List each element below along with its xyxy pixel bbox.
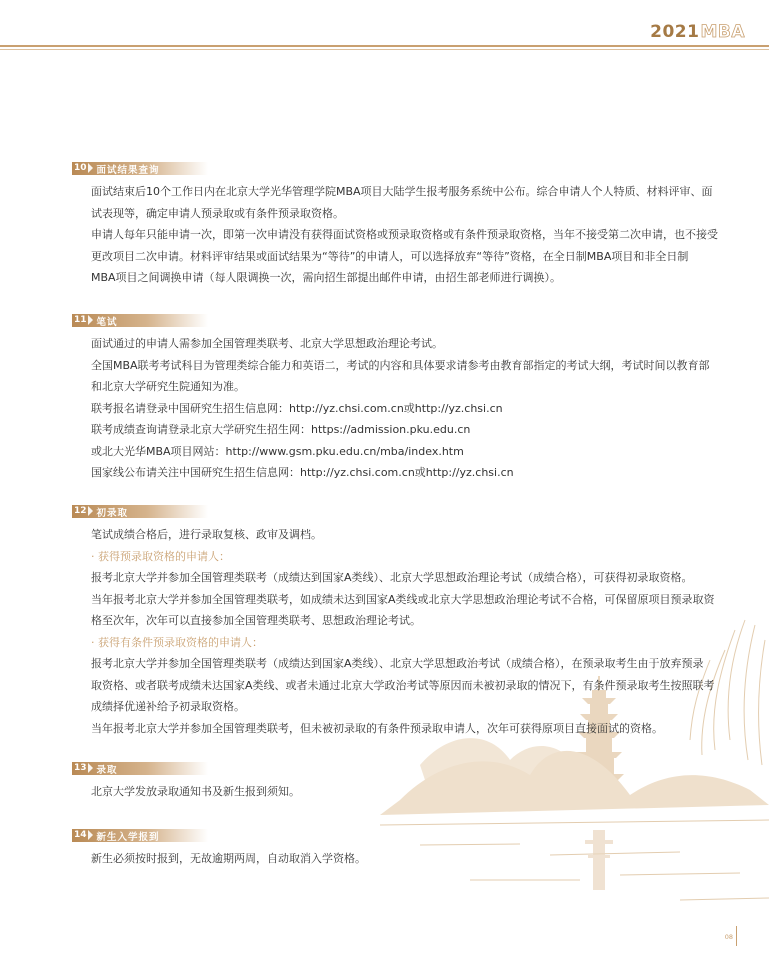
section-tag <box>72 505 208 518</box>
paragraph-line: 笔试成绩合格后，进行录取复核、政审及调档。 <box>91 528 322 541</box>
paragraph-line: 报考北京大学并参加全国管理类联考（成绩达到国家A类线）、北京大学思想政治理论考试（成绩合格），可获得初录取资格。 <box>91 571 693 584</box>
paragraph-line: 和北京大学研究生院通知为准。 <box>91 380 245 393</box>
paragraph-line: MBA项目之间调换申请（每人限调换一次，需向招生部提出邮件申请，由招生部老师进行调换）。 <box>91 271 562 284</box>
section-tag <box>72 162 208 175</box>
paragraph-line: 申请人每年只能申请一次，即第一次申请没有获得面试资格或预录取资格或有条件预录取资格，当年不接受第二次申请，也不接受 <box>91 228 718 241</box>
section-interview-results <box>72 162 752 289</box>
page-number-rule <box>736 926 737 946</box>
section-body <box>91 181 752 289</box>
paragraph-line: 格至次年，次年可以直接参加全国管理类联考、思想政治理论考试。 <box>91 614 421 627</box>
header-rule-bottom <box>0 49 769 50</box>
subheading-pre-admission: · 获得预录取资格的申请人： <box>91 549 230 563</box>
paragraph-line: 更改项目二次申请。材料评审结果或面试结果为“等待”的申请人，可以选择放弃“等待”资格，在全日制MBA项目和非全日制 <box>91 249 689 263</box>
section-number: 14 <box>72 829 93 842</box>
section-number: 13 <box>72 762 93 775</box>
section-title: 录取 <box>96 764 118 776</box>
paragraph-line: 面试通过的申请人需参加全国管理类联考、北京大学思想政治理论考试。 <box>91 337 443 350</box>
page-number: 08 <box>724 933 733 941</box>
section-preliminary-admission <box>72 505 752 739</box>
section-body <box>91 781 752 803</box>
paragraph-line: 取资格、或者联考成绩未达国家A类线、或者未通过北京大学政治考试等原因而未被初录取的情况下，有条件预录取考生按照联考 <box>91 678 715 692</box>
section-body <box>91 333 752 484</box>
section-title: 新生入学报到 <box>96 831 160 843</box>
paragraph-line: 成绩择优递补给予初录取资格。 <box>91 700 245 713</box>
paragraph-line: 报考北京大学并参加全国管理类联考（成绩达到国家A类线）、北京大学思想政治考试（成绩合格），在预录取考生由于放弃预录 <box>91 657 704 670</box>
paragraph-line: 联考报名请登录中国研究生招生信息网：http://yz.chsi.com.cn或http://yz.chsi.cn <box>91 401 503 415</box>
section-title: 笔试 <box>96 316 118 328</box>
paragraph-line: 当年报考北京大学并参加全国管理类联考，但未被初录取的有条件预录取申请人，次年可获得原项目直接面试的资格。 <box>91 721 663 735</box>
section-body <box>91 524 752 739</box>
header-brand <box>650 22 745 42</box>
section-admission <box>72 762 752 803</box>
section-title: 初录取 <box>96 507 129 519</box>
subheading-conditional-admission: · 获得有条件预录取资格的申请人： <box>91 635 263 649</box>
brand-program: MBA <box>700 22 745 42</box>
paragraph-line: 新生必须按时报到，无故逾期两周，自动取消入学资格。 <box>91 852 366 865</box>
section-number: 10 <box>72 162 93 175</box>
section-tag <box>72 762 208 775</box>
paragraph-line: 面试结束后10个工作日内在北京大学光华管理学院MBA项目大陆学生报考服务系统中公布。综合申请人个人特质、材料评审、面 <box>91 185 713 198</box>
section-title: 面试结果查询 <box>96 164 160 176</box>
section-number: 12 <box>72 505 93 518</box>
section-tag <box>72 314 208 327</box>
header-rule-top <box>0 45 769 47</box>
paragraph-line: 联考成绩查询请登录北京大学研究生招生网：https://admission.pku.edu.cn <box>91 423 471 436</box>
paragraph-line: 国家线公布请关注中国研究生招生信息网：http://yz.chsi.com.cn或http://yz.chsi.cn <box>91 466 514 479</box>
section-tag <box>72 829 208 842</box>
section-enrollment <box>72 829 752 870</box>
paragraph-line: 试表现等，确定申请人预录取或有条件预录取资格。 <box>91 206 344 220</box>
paragraph-line: 或北大光华MBA项目网站：http://www.gsm.pku.edu.cn/mba/index.htm <box>91 444 464 458</box>
section-written-exam <box>72 314 752 484</box>
section-body <box>91 848 752 870</box>
section-number: 11 <box>72 314 93 327</box>
paragraph-line: 全国MBA联考考试科目为管理类综合能力和英语二，考试的内容和具体要求请参考由教育部指定的考试大纲，考试时间以教育部 <box>91 358 710 372</box>
paragraph-line: 北京大学发放录取通知书及新生报到须知。 <box>91 785 300 798</box>
brand-year: 2021 <box>650 22 700 42</box>
paragraph-line: 当年报考北京大学并参加全国管理类联考，如成绩未达到国家A类线或北京大学思想政治理论考试不合格，可保留原项目预录取资 <box>91 592 715 606</box>
